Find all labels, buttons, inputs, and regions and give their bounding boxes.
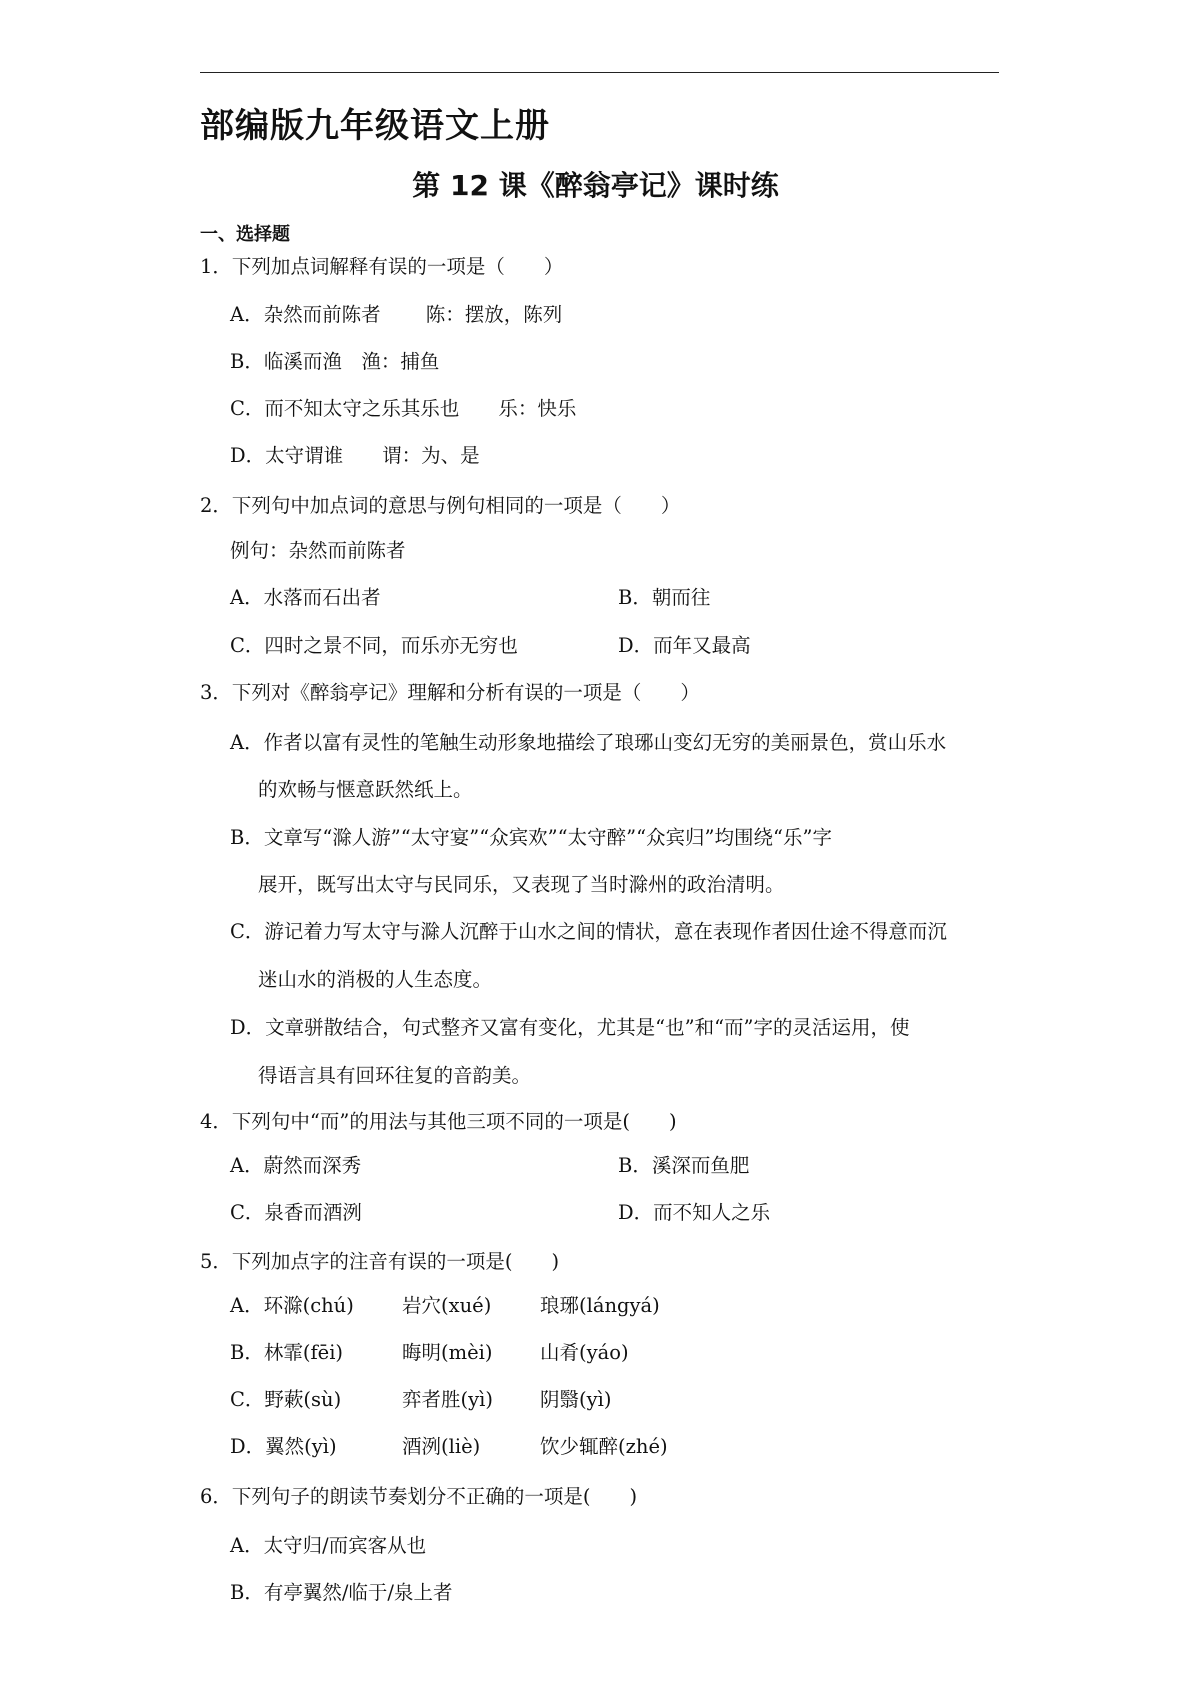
question-3-option-c: C．游记着力写太守与滁人沉醉于山水之间的情状，意在表现作者因仕途不得意而沉 xyxy=(230,920,947,943)
question-6-stem: 6．下列句子的朗读节奏划分不正确的一项是( ) xyxy=(200,1485,638,1508)
header-rule xyxy=(200,72,999,73)
question-5-option-b-3: 山肴(yáo) xyxy=(540,1341,629,1364)
question-5-option-a-3: 琅琊(lángyá) xyxy=(540,1294,660,1317)
question-4-option-d: D．而不知人之乐 xyxy=(618,1201,771,1224)
question-5-option-c-1: C．野蔌(sù) xyxy=(230,1388,342,1411)
question-2-stem: 2．下列句中加点词的意思与例句相同的一项是（ ） xyxy=(200,494,681,517)
question-3-option-b: B．文章写“滁人游”“太守宴”“众宾欢”“太守醉”“众宾归”均围绕“乐”字 xyxy=(230,826,832,849)
question-5-option-d-3: 饮少辄醉(zhé) xyxy=(540,1435,668,1458)
question-4-option-a: A．蔚然而深秀 xyxy=(230,1154,362,1177)
question-3-option-b-cont: 展开，既写出太守与民同乐，又表现了当时滁州的政治清明。 xyxy=(258,873,785,896)
question-3-stem: 3．下列对《醉翁亭记》理解和分析有误的一项是（ ） xyxy=(200,681,700,704)
question-3-option-a-cont: 的欢畅与惬意跃然纸上。 xyxy=(258,778,473,801)
question-4-option-b: B．溪深而鱼肥 xyxy=(618,1154,750,1177)
question-1-option-c: C．而不知太守之乐其乐也 乐：快乐 xyxy=(230,397,577,420)
question-5-option-c-2: 弈者胜(yì) xyxy=(402,1388,493,1411)
question-6-option-b: B．有亭翼然/临于/泉上者 xyxy=(230,1581,453,1604)
question-3-option-d-cont: 得语言具有回环往复的音韵美。 xyxy=(258,1064,532,1087)
question-2-example: 例句：杂然而前陈者 xyxy=(230,539,406,562)
question-3-option-c-cont: 迷山水的消极的人生态度。 xyxy=(258,968,493,991)
question-4-option-c: C．泉香而酒洌 xyxy=(230,1201,362,1224)
question-5-option-a-1: A．环滁(chú) xyxy=(230,1294,354,1317)
question-5-option-b-2: 晦明(mèi) xyxy=(402,1341,493,1364)
question-3-option-d: D．文章骈散结合，句式整齐又富有变化，尤其是“也”和“而”字的灵活运用，使 xyxy=(230,1016,910,1039)
question-1-stem: 1．下列加点词解释有误的一项是（ ） xyxy=(200,255,564,278)
question-2-option-c: C．四时之景不同，而乐亦无穷也 xyxy=(230,634,518,657)
question-2-option-d: D．而年又最高 xyxy=(618,634,751,657)
question-2-option-a: A．水落而石出者 xyxy=(230,586,381,609)
question-5-option-a-2: 岩穴(xué) xyxy=(402,1294,492,1317)
section-heading: 一、选择题 xyxy=(200,224,290,245)
question-3-option-a: A．作者以富有灵性的笔触生动形象地描绘了琅琊山变幻无穷的美丽景色，赏山乐水 xyxy=(230,731,947,754)
question-2-option-b: B．朝而往 xyxy=(618,586,711,609)
document-subtitle: 第 12 课《醉翁亭记》课时练 xyxy=(412,169,779,202)
question-5-stem: 5．下列加点字的注音有误的一项是( ) xyxy=(200,1250,560,1273)
question-5-option-d-1: D．翼然(yì) xyxy=(230,1435,337,1458)
question-5-option-d-2: 酒洌(liè) xyxy=(402,1435,481,1458)
question-1-option-a: A．杂然而前陈者 陈：摆放，陈列 xyxy=(230,303,563,326)
question-4-stem: 4．下列句中“而”的用法与其他三项不同的一项是( ) xyxy=(200,1110,677,1133)
question-5-option-c-3: 阴翳(yì) xyxy=(540,1388,612,1411)
question-6-option-a: A．太守归/而宾客从也 xyxy=(230,1534,427,1557)
question-1-option-b: B．临溪而渔 渔：捕鱼 xyxy=(230,350,440,373)
question-5-option-b-1: B．林霏(fēi) xyxy=(230,1341,344,1364)
document-title: 部编版九年级语文上册 xyxy=(200,106,550,146)
question-1-option-d: D．太守谓谁 谓：为、是 xyxy=(230,444,480,467)
